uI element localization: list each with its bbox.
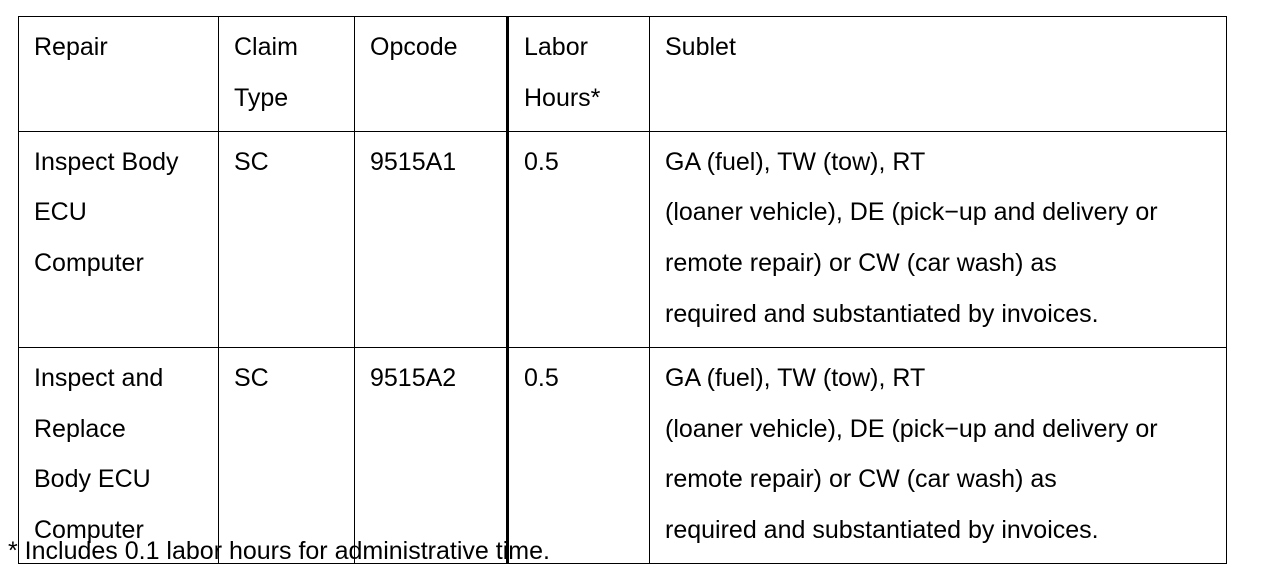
footnote: * Includes 0.1 labor hours for administrative time. bbox=[8, 537, 550, 565]
header-repair-line: Repair bbox=[34, 33, 108, 61]
repair-line: Computer bbox=[34, 249, 144, 278]
sublet-line: required and substantiated by invoices. bbox=[665, 299, 1099, 328]
sublet-line: (loaner vehicle), DE (pick−up and delivery or bbox=[665, 198, 1158, 227]
repair-line: Inspect and bbox=[34, 363, 164, 392]
cell-claim-type: SC bbox=[219, 131, 355, 347]
cell-sublet bbox=[650, 131, 1227, 347]
cell-sublet bbox=[650, 347, 1227, 563]
sublet-line: GA (fuel), TW (tow), RT bbox=[665, 147, 926, 176]
header-row bbox=[19, 17, 1227, 132]
sublet-line: required and substantiated by invoices. bbox=[665, 516, 1099, 545]
cell-labor-hours: 0.5 bbox=[508, 347, 650, 563]
table-row bbox=[19, 131, 1227, 347]
header-repair bbox=[19, 17, 219, 132]
repair-line: Computer bbox=[34, 516, 144, 545]
header-labor-hours bbox=[508, 17, 650, 132]
cell-repair bbox=[19, 131, 219, 347]
header-sublet-line: Sublet bbox=[665, 33, 736, 61]
header-labor-hours-line: Labor bbox=[524, 33, 588, 61]
table-row bbox=[19, 347, 1227, 563]
sublet-line: remote repair) or CW (car wash) as bbox=[665, 465, 1057, 494]
claims-table bbox=[18, 16, 1227, 564]
cell-claim-type: SC bbox=[219, 347, 355, 563]
header-claim-type-line: Type bbox=[234, 83, 289, 112]
header-opcode bbox=[355, 17, 508, 132]
header-claim-type bbox=[219, 17, 355, 132]
cell-opcode: 9515A1 bbox=[355, 131, 508, 347]
repair-line: Replace bbox=[34, 414, 126, 443]
sublet-line: remote repair) or CW (car wash) as bbox=[665, 249, 1057, 278]
repair-line: Inspect Body bbox=[34, 147, 179, 176]
cell-repair bbox=[19, 347, 219, 563]
header-opcode-line: Opcode bbox=[370, 33, 458, 61]
header-labor-hours-line: Hours* bbox=[524, 83, 601, 112]
header-claim-type-line: Claim bbox=[234, 33, 298, 61]
cell-opcode: 9515A2 bbox=[355, 347, 508, 563]
sublet-line: (loaner vehicle), DE (pick−up and delivery or bbox=[665, 414, 1158, 443]
repair-line: Body ECU bbox=[34, 465, 151, 494]
header-sublet bbox=[650, 17, 1227, 132]
sublet-line: GA (fuel), TW (tow), RT bbox=[665, 363, 926, 392]
cell-labor-hours: 0.5 bbox=[508, 131, 650, 347]
repair-line: ECU bbox=[34, 198, 87, 227]
